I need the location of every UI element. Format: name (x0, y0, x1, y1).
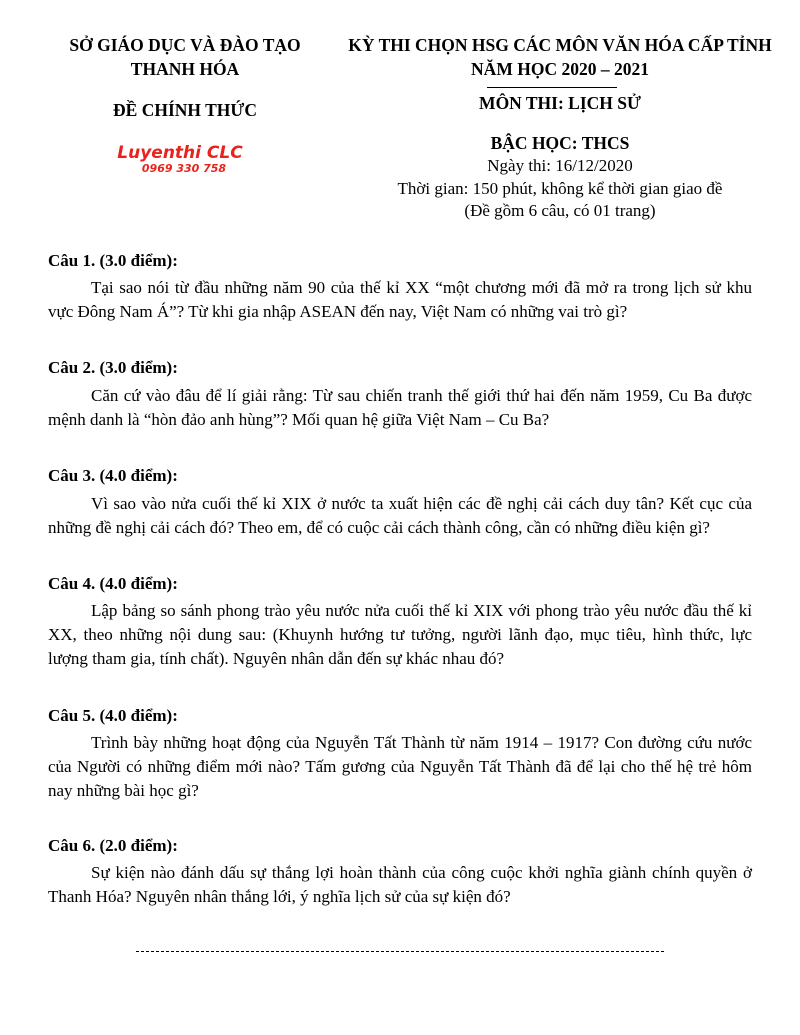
question-5-line-3: những bài học gì? (76, 781, 199, 800)
exam-date: Ngày thi: 16/12/2020 (487, 156, 633, 175)
stamp-name: Luyenthi CLC (117, 143, 243, 163)
watermark-stamp (100, 143, 260, 175)
question-4-body (48, 599, 752, 671)
question-4-title: Câu 4. (4.0 điểm): (48, 574, 178, 593)
exam-level: BẬC HỌC: THCS (490, 133, 630, 153)
question-4-line-2: XX, theo những nội dung sau: (Khuynh hướng tư tưởng, người lãnh đạo, mục tiêu, hình thức, lực lượng (48, 625, 752, 668)
official-exam-label: ĐỀ CHÍNH THỨC (113, 100, 257, 120)
question-6-title: Câu 6. (2.0 điểm): (48, 836, 178, 855)
question-4-line-3: tham gia, tính chất). Nguyên nhân dẫn đến sự khác nhau đó? (92, 649, 505, 668)
exam-title-line1: KỲ THI CHỌN HSG CÁC MÔN VĂN HÓA CẤP TỈNH (348, 35, 772, 55)
question-2-line-1: Căn cứ vào đâu để lí giải rằng: Từ sau chiến tranh thế giới thứ hai đến năm 1959, Cu Ba được (91, 386, 752, 405)
question-5-body (48, 731, 752, 803)
question-5-line-1: Trình bày những hoạt động của Nguyễn Tất Thành từ năm 1914 – 1917? Con đường cứu nước (91, 733, 752, 752)
question-5-title: Câu 5. (4.0 điểm): (48, 706, 178, 725)
exam-subject: MÔN THI: LỊCH SỬ (479, 93, 641, 113)
exam-duration: Thời gian: 150 phút, không kể thời gian giao đề (397, 178, 723, 198)
question-6-body (48, 861, 752, 909)
question-2-body (48, 384, 752, 432)
education-department (40, 33, 330, 81)
question-3-line-1: Vì sao vào nửa cuối thế kỉ XIX ở nước ta xuất hiện các đề nghị cải cách duy tân? Kết cục của (91, 494, 752, 513)
question-1-body (48, 276, 752, 324)
exam-title (330, 33, 790, 81)
question-3-body (48, 492, 752, 540)
header-divider (487, 87, 617, 88)
province-name: THANH HÓA (130, 59, 240, 79)
exam-title-line2: NĂM HỌC 2020 – 2021 (471, 59, 649, 79)
question-6-line-2: Thanh Hóa? Nguyên nhân thắng lới, ý nghĩa lịch sử của sự kiện đó? (48, 887, 511, 906)
department-name: SỞ GIÁO DỤC VÀ ĐÀO TẠO (69, 35, 301, 55)
question-3-line-2: những đề nghị cải cách đó? Theo em, để có cuộc cải cách thành công, cần có những điều kiện gì? (48, 518, 710, 537)
question-1-title: Câu 1. (3.0 điểm): (48, 251, 178, 270)
question-4-line-1: Lập bảng so sánh phong trào yêu nước nửa cuối thế kỉ XIX với phong trào yêu nước đầu thế kỉ (91, 601, 752, 620)
stamp-phone: 0969 330 758 (141, 162, 227, 175)
question-3-title: Câu 3. (4.0 điểm): (48, 466, 178, 485)
exam-note: (Đề gồm 6 câu, có 01 trang) (464, 201, 656, 220)
question-1-line-1: Tại sao nói từ đầu những năm 90 của thế kỉ XX “một chương mới đã mở ra trong lịch sử khu vực (48, 278, 752, 321)
question-1-line-2: Đông Nam Á”? Từ khi gia nhập ASEAN đến nay, Việt Nam có những vai trò gì? (77, 302, 628, 321)
question-2-line-2: mệnh danh là “hòn đảo anh hùng”? Mối quan hệ giữa Việt Nam – Cu Ba? (48, 410, 550, 429)
question-6-line-1: Sự kiện nào đánh dấu sự thắng lợi hoàn thành của công cuộc khởi nghĩa giành chính quyền ở (91, 863, 752, 882)
exam-info (330, 155, 790, 223)
question-2-title: Câu 2. (3.0 điểm): (48, 358, 178, 377)
question-5-line-2: của Người có những điểm mới nào? Tấm gương của Nguyễn Tất Thành đã để lại cho thế hệ trẻ hôm nay (48, 757, 752, 800)
end-of-exam-divider (136, 951, 664, 952)
